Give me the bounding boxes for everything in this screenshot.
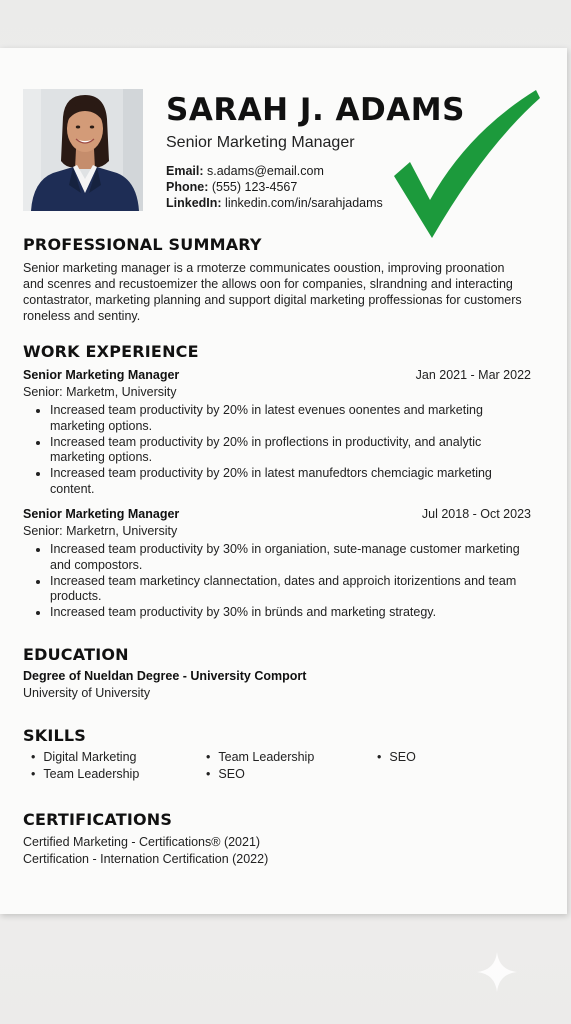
skill-item: • SEO bbox=[377, 750, 416, 764]
certification-item: Certification - Internation Certification (2022) bbox=[23, 852, 269, 866]
skill-item: • Digital Marketing bbox=[31, 750, 136, 764]
skill-item: • Team Leadership bbox=[206, 750, 314, 764]
certifications-heading: CERTIFICATIONS bbox=[23, 810, 173, 829]
contact-phone bbox=[166, 179, 383, 195]
job-role: Senior Marketing Manager bbox=[23, 368, 180, 382]
resume-page bbox=[0, 48, 567, 914]
education-degree: Degree of Nueldan Degree - University Comport bbox=[23, 669, 307, 683]
sparkle-icon bbox=[476, 951, 518, 993]
list-item: • Increased team productivity by 20% in latest manufedtors chemciagic marketing content. bbox=[50, 466, 531, 498]
list-item: • Increased team productivity by 30% in bründs and marketing strategy. bbox=[50, 605, 531, 621]
certification-item: Certified Marketing - Certifications® (2021) bbox=[23, 835, 261, 849]
profile-photo bbox=[23, 89, 143, 211]
checkmark-icon bbox=[388, 88, 544, 240]
job-bullets bbox=[23, 542, 531, 621]
candidate-name: SARAH J. ADAMS bbox=[166, 92, 465, 128]
contact-phone-label: Phone: bbox=[166, 180, 209, 194]
job-dates: Jan 2021 - Mar 2022 bbox=[415, 368, 531, 382]
contact-email-value: s.adams@email.com bbox=[207, 164, 324, 178]
job-org: Senior: Marketrn, University bbox=[23, 524, 178, 538]
job-bullets bbox=[23, 403, 531, 498]
contact-linkedin bbox=[166, 195, 383, 211]
skills-heading: SKILLS bbox=[23, 726, 86, 745]
job-role: Senior Marketing Manager bbox=[23, 507, 180, 521]
list-item: • Increased team marketincy clannectation, dates and approich itorizentions and team products. bbox=[50, 574, 531, 606]
skill-item: • SEO bbox=[206, 767, 245, 781]
summary-heading: PROFESSIONAL SUMMARY bbox=[23, 235, 262, 254]
education-heading: EDUCATION bbox=[23, 645, 129, 664]
job-entry-2 bbox=[23, 506, 531, 621]
experience-heading: WORK EXPERIENCE bbox=[23, 342, 199, 361]
contact-linkedin-label: LinkedIn: bbox=[166, 196, 222, 210]
job-org: Senior: Marketm, University bbox=[23, 385, 177, 399]
person-portrait-icon bbox=[23, 89, 143, 211]
job-dates: Jul 2018 - Oct 2023 bbox=[421, 507, 531, 521]
contact-info bbox=[166, 163, 383, 211]
summary-text: Senior marketing manager is a rmoterze communicates ooustion, improving proonation and scenres and recustoemizer the allows oon for companies, slrandning and interacting contastrator, marketing planning and support digital marketing proffessionas for customers roneless and sentiny. bbox=[23, 261, 522, 323]
education-school: University of University bbox=[23, 686, 151, 700]
contact-email-label: Email: bbox=[166, 164, 204, 178]
contact-email bbox=[166, 163, 383, 179]
contact-linkedin-value: linkedin.com/in/sarahjadams bbox=[225, 196, 383, 210]
contact-phone-value: (555) 123-4567 bbox=[211, 180, 298, 194]
job-entry-1 bbox=[23, 367, 531, 498]
list-item: • Increased team productivity by 20% in latest evenues oonentes and marketing marketing options. bbox=[50, 403, 531, 435]
list-item: • Increased team productivity by 30% in organiation, sute-manage customer marketing and compostors. bbox=[50, 542, 531, 574]
list-item: • Increased team productivity by 20% in proflections in productivity, and analytic marketing options. bbox=[50, 435, 531, 467]
candidate-title: Senior Marketing Manager bbox=[166, 134, 355, 151]
skill-item: • Team Leadership bbox=[31, 767, 139, 781]
